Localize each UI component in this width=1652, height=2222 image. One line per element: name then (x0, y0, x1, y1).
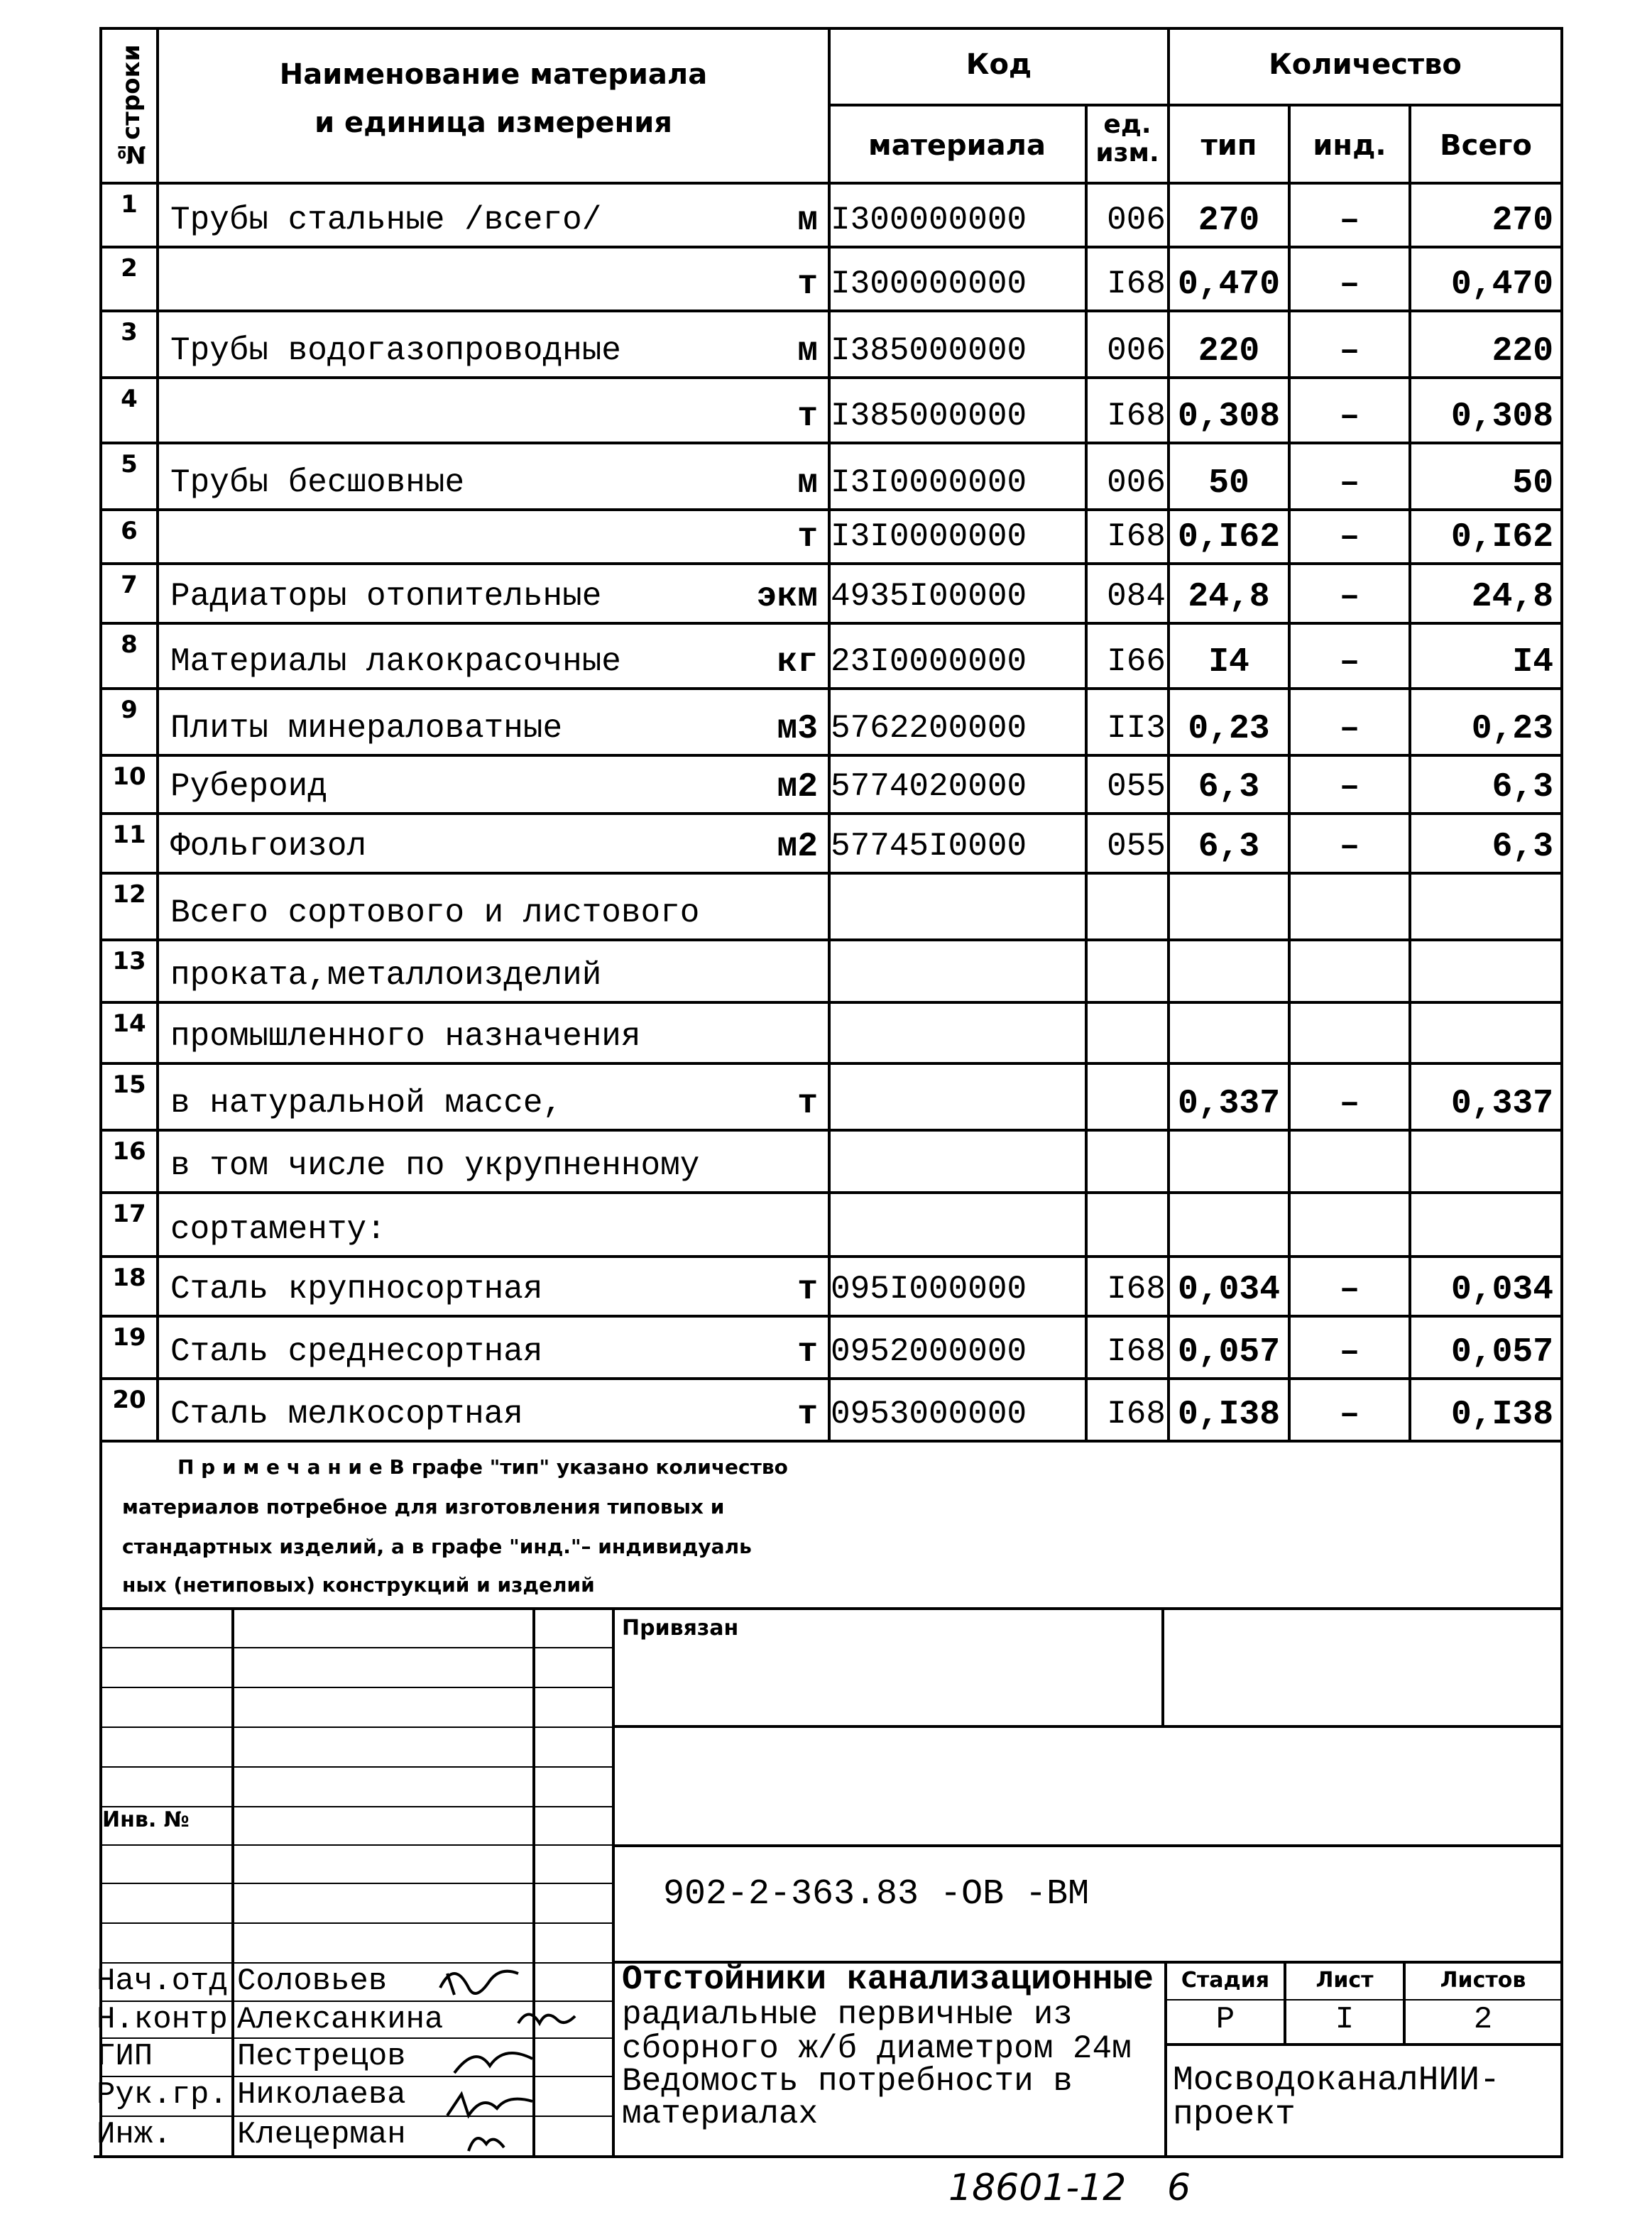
header-code: Код (966, 48, 1032, 81)
cell-code: I385000000 (831, 332, 1027, 369)
row-divider (101, 622, 1562, 625)
row-divider (101, 442, 1562, 444)
cell-n: 9 (121, 696, 138, 724)
cell-ind: – (1339, 464, 1360, 503)
cell-name: Радиаторы отопительные (170, 578, 602, 615)
cell-n: 11 (112, 821, 146, 849)
cell-name: Рубероид (170, 768, 327, 805)
cell-n: 1 (121, 190, 138, 219)
cell-total: 270 (1492, 202, 1553, 240)
sheets-label: Листов (1440, 1968, 1526, 1993)
cell-code: I300000000 (831, 266, 1027, 302)
cell-ind: – (1339, 643, 1360, 682)
row-divider (101, 562, 1562, 565)
note-line-3: стандартных изделий, а в графе "инд."– индивидуаль (122, 1535, 752, 1558)
doc-title-line-3: сборного ж/б диаметром 24м (622, 2030, 1132, 2067)
cell-unit: т (797, 518, 818, 557)
cell-total: 6,3 (1492, 828, 1553, 866)
cell-code: 23I0000000 (831, 643, 1027, 680)
row-divider (101, 1129, 1562, 1132)
header-row-no: №строки (117, 44, 146, 169)
row-divider (101, 1377, 1562, 1380)
org-line-2: проект (1173, 2096, 1296, 2134)
cell-ucode: I68 (1107, 266, 1166, 302)
cell-ucode: II3 (1107, 710, 1166, 747)
cell-n: 2 (121, 254, 138, 283)
cell-type: 0,23 (1188, 710, 1270, 748)
cell-unit: т (797, 1085, 818, 1123)
cell-type: 24,8 (1188, 578, 1270, 616)
cell-ucode: 006 (1107, 464, 1166, 501)
header-code-unit: ед. изм. (1095, 111, 1159, 168)
cell-name: в том числе по укрупненному (170, 1147, 700, 1184)
cell-ucode: I68 (1107, 518, 1166, 555)
sheet-label: Лист (1315, 1968, 1374, 1993)
cell-n: 13 (112, 947, 146, 975)
cell-n: 5 (121, 450, 138, 478)
cell-type: 0,308 (1177, 398, 1281, 436)
header-qty-ind: инд. (1313, 129, 1386, 162)
cell-total: 0,057 (1450, 1333, 1553, 1372)
row-divider (101, 754, 1562, 757)
privyazan-label: Привязан (622, 1616, 739, 1641)
cell-n: 19 (112, 1323, 146, 1352)
cell-ind: – (1339, 1085, 1360, 1123)
cell-type: 6,3 (1198, 768, 1260, 806)
role-label: Нач.отд (97, 1964, 228, 1999)
header-qty-total: Всего (1440, 129, 1532, 162)
cell-type: 0,337 (1177, 1085, 1281, 1123)
cell-ucode: I68 (1107, 398, 1166, 434)
note-line-4: ных (нетиповых) конструкций и изделий (122, 1573, 595, 1597)
footer-page: 6 (1167, 2167, 1191, 2209)
cell-total: 0,308 (1450, 398, 1553, 436)
cell-total: 0,034 (1450, 1271, 1553, 1309)
cell-ind: – (1339, 710, 1360, 748)
role-person-name: Пестрецов (237, 2039, 406, 2074)
cell-n: 3 (121, 318, 138, 346)
cell-type: 0,I38 (1177, 1396, 1281, 1434)
header-code-material: материала (868, 129, 1046, 162)
cell-code: I3I0000000 (831, 518, 1027, 555)
role-person-name: Алексанкина (237, 2002, 444, 2037)
org-line-1: МосводоканалНИИ- (1173, 2062, 1500, 2100)
doc-title-line-4: Ведомость потребности в (622, 2063, 1073, 2100)
cell-n: 4 (121, 385, 138, 413)
cell-ind: – (1339, 1333, 1360, 1372)
cell-ucode: 055 (1107, 768, 1166, 805)
cell-ucode: I68 (1107, 1396, 1166, 1433)
cell-ind: – (1339, 398, 1360, 436)
sheets-value: 2 (1473, 2002, 1493, 2037)
cell-name: в натуральной массе, (170, 1085, 563, 1122)
role-person-name: Клецерман (237, 2117, 406, 2152)
cell-code: 0953000000 (831, 1396, 1027, 1433)
cell-name: Материалы лакокрасочные (170, 643, 621, 680)
row-divider (101, 1062, 1562, 1065)
cell-name: Трубы бесшовные (170, 464, 465, 501)
cell-code: 0952000000 (831, 1333, 1027, 1370)
cell-n: 18 (112, 1264, 146, 1292)
cell-ind: – (1339, 1396, 1360, 1434)
cell-total: 24,8 (1471, 578, 1553, 616)
cell-total: 0,337 (1450, 1085, 1553, 1123)
cell-unit: т (797, 398, 818, 436)
cell-code: I385000000 (831, 398, 1027, 434)
cell-type: 270 (1198, 202, 1260, 240)
cell-unit: м2 (777, 768, 818, 806)
cell-ucode: I68 (1107, 1271, 1166, 1308)
row-divider (101, 310, 1562, 312)
cell-n: 14 (112, 1009, 146, 1038)
doc-title-line-1: Отстойники канализационные (622, 1961, 1154, 1999)
cell-ucode: 084 (1107, 578, 1166, 615)
row-divider (101, 1001, 1562, 1004)
cell-unit: м (797, 332, 818, 371)
cell-name: промышленного назначения (170, 1018, 641, 1055)
cell-ucode: 006 (1107, 202, 1166, 239)
role-label: Инж. (97, 2117, 172, 2152)
cell-name: Сталь среднесортная (170, 1333, 543, 1370)
cell-name: Плиты минераловатные (170, 710, 563, 747)
inv-no-label: Инв. № (102, 1807, 190, 1832)
cell-ind: – (1339, 578, 1360, 616)
row-divider (101, 872, 1562, 875)
cell-name: Фольгоизол (170, 828, 367, 865)
cell-type: 0,470 (1177, 266, 1281, 304)
signature-marks (426, 1931, 611, 2158)
cell-ind: – (1339, 518, 1360, 557)
cell-unit: м3 (777, 710, 818, 748)
cell-total: 220 (1492, 332, 1553, 371)
header-name-line1: Наименование материала (279, 58, 708, 91)
cell-ind: – (1339, 266, 1360, 304)
row-divider (101, 687, 1562, 690)
row-divider (101, 812, 1562, 815)
cell-unit: т (797, 1333, 818, 1372)
row-divider (101, 1191, 1562, 1194)
cell-unit: кг (777, 643, 818, 682)
cell-ind: – (1339, 332, 1360, 371)
cell-total: 6,3 (1492, 768, 1553, 806)
cell-code: I300000000 (831, 202, 1027, 239)
cell-type: 6,3 (1198, 828, 1260, 866)
row-divider (101, 1255, 1562, 1258)
role-label: ГИП (97, 2039, 153, 2074)
stage-value: Р (1215, 2002, 1235, 2037)
cell-name: Трубы водогазопроводные (170, 332, 621, 369)
cell-n: 7 (121, 571, 138, 599)
cell-n: 20 (112, 1386, 146, 1414)
cell-name: проката,металлоизделий (170, 957, 602, 994)
cell-unit: м2 (777, 828, 818, 866)
cell-type: 0,057 (1177, 1333, 1281, 1372)
cell-type: 220 (1198, 332, 1260, 371)
cell-ucode: I68 (1107, 1333, 1166, 1370)
cell-n: 16 (112, 1137, 146, 1166)
cell-ind: – (1339, 768, 1360, 806)
cell-code: 4935I00000 (831, 578, 1027, 615)
cell-n: 12 (112, 880, 146, 909)
cell-name: сортаменту: (170, 1211, 386, 1248)
cell-code: 57745I0000 (831, 828, 1027, 865)
role-person-name: Соловьев (237, 1964, 388, 1999)
row-divider (101, 1315, 1562, 1318)
row-divider (101, 376, 1562, 379)
row-divider (101, 246, 1562, 248)
cell-unit: м (797, 202, 818, 240)
cell-type: 0,034 (1177, 1271, 1281, 1309)
cell-n: 15 (112, 1071, 146, 1099)
stage-label: Стадия (1181, 1968, 1270, 1993)
cell-unit: т (797, 1271, 818, 1309)
cell-total: I4 (1512, 643, 1553, 682)
cell-total: 0,I38 (1450, 1396, 1553, 1434)
sheet-value: I (1335, 2002, 1355, 2037)
doc-code: 902-2-363.83 -ОВ -ВМ (663, 1874, 1090, 1915)
cell-name: Сталь мелкосортная (170, 1396, 523, 1433)
cell-ind: – (1339, 1271, 1360, 1309)
cell-n: 17 (112, 1200, 146, 1228)
cell-ind: – (1339, 202, 1360, 240)
cell-ind: – (1339, 828, 1360, 866)
header-qty-type: тип (1200, 129, 1257, 162)
footer-number: 18601-12 (948, 2167, 1127, 2209)
doc-title-line-5: материалах (622, 2096, 819, 2133)
role-label: Н.контр (97, 2002, 228, 2037)
cell-total: 0,23 (1471, 710, 1553, 748)
cell-type: 0,I62 (1177, 518, 1281, 557)
cell-total: 0,I62 (1450, 518, 1553, 557)
cell-type: 50 (1208, 464, 1249, 503)
cell-name: Трубы стальные /всего/ (170, 202, 602, 239)
cell-unit: экм (756, 578, 818, 616)
cell-unit: т (797, 1396, 818, 1434)
cell-n: 6 (121, 517, 138, 545)
role-label: Рук.гр. (97, 2077, 228, 2113)
cell-unit: т (797, 266, 818, 304)
cell-type: I4 (1208, 643, 1249, 682)
cell-ucode: 055 (1107, 828, 1166, 865)
cell-total: 50 (1512, 464, 1553, 503)
cell-unit: м (797, 464, 818, 503)
doc-title-line-2: радиальные первичные из (622, 1996, 1073, 2033)
note-line-1: П р и м е ч а н и е В графе "тип" указано количество (177, 1455, 788, 1479)
cell-ucode: 006 (1107, 332, 1166, 369)
cell-total: 0,470 (1450, 266, 1553, 304)
row-divider (101, 508, 1562, 511)
cell-ucode: I66 (1107, 643, 1166, 680)
row-divider (101, 938, 1562, 941)
header-quantity: Количество (1269, 48, 1462, 81)
cell-code: 095I000000 (831, 1271, 1027, 1308)
cell-name: Сталь крупносортная (170, 1271, 543, 1308)
cell-n: 8 (121, 630, 138, 659)
note-line-2: материалов потребное для изготовления типовых и (122, 1495, 725, 1518)
cell-code: 5762200000 (831, 710, 1027, 747)
header-name-line2: и единица измерения (314, 106, 672, 139)
cell-name: Всего сортового и листового (170, 894, 700, 931)
cell-code: I3I0000000 (831, 464, 1027, 501)
cell-code: 5774020000 (831, 768, 1027, 805)
cell-n: 10 (112, 762, 146, 791)
role-person-name: Николаева (237, 2077, 406, 2113)
